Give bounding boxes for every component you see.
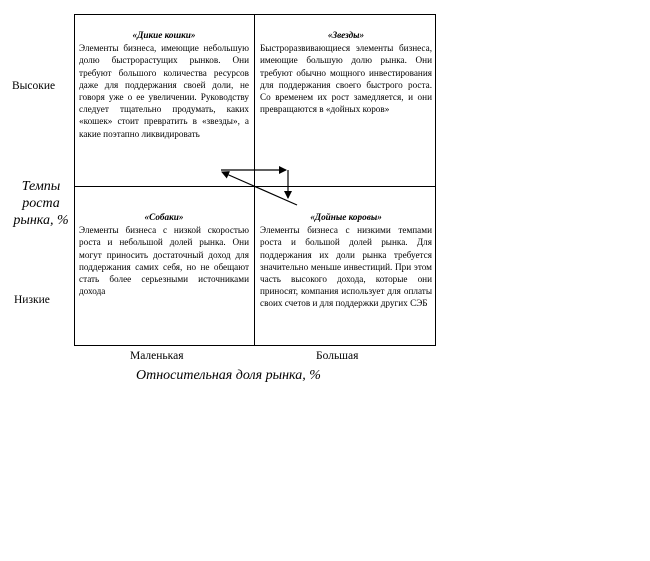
quadrant-text: Быстроразвивающиеся элементы бизнеса, имеющие большую долю рынка. Они требуют обычно мощного инвестирования для поддержания своего быстрого роста. Со временем их рост замедляется, и они превращаются в «дойных коров» bbox=[260, 43, 432, 115]
quadrant-title: «Дойные коровы» bbox=[310, 212, 382, 222]
x-axis-title: Относительная доля рынка, % bbox=[136, 368, 321, 383]
quadrant-title: «Звезды» bbox=[327, 30, 365, 40]
quadrant-title: «Собаки» bbox=[144, 212, 184, 222]
quadrant-text: Элементы бизнеса, имеющие небольшую долю быстрорастущих рынков. Они требуют большого количества ресурсов даже для поддержания своей доли, не говоря уже о ее увеличении. Руководству следует тщательно продумать, каких «кошек» стоит превратить в «звезды», а какие поэтапно ликвидировать bbox=[79, 43, 249, 139]
quadrant-text: Элементы бизнеса с низкими темпами роста и большой долей рынка. Для поддержания их доли рынка требуется значительно меньше инвестиций. При этом часть высокого дохода, которые они приносят, компания использует для оплаты своих счетов и для поддержки других СЭБ bbox=[260, 225, 432, 309]
quadrant-title: «Дикие кошки» bbox=[132, 30, 196, 40]
y-axis-high-label: Высокие bbox=[12, 80, 56, 92]
arrow-back-to-wild-cats bbox=[222, 172, 297, 205]
x-axis-small-label: Маленькая bbox=[130, 350, 184, 362]
quadrant-text: Элементы бизнеса с низкой скоростью роста и небольшой долей рынка. Они могут приносить достаточный доход для поддержания самих себя, но не обещают стать более серьезными источниками дохода bbox=[79, 225, 249, 297]
x-axis-big-label: Большая bbox=[316, 350, 359, 362]
y-axis-low-label: Низкие bbox=[14, 294, 50, 306]
y-axis-title: Темпы роста рынка, % bbox=[13, 179, 69, 228]
